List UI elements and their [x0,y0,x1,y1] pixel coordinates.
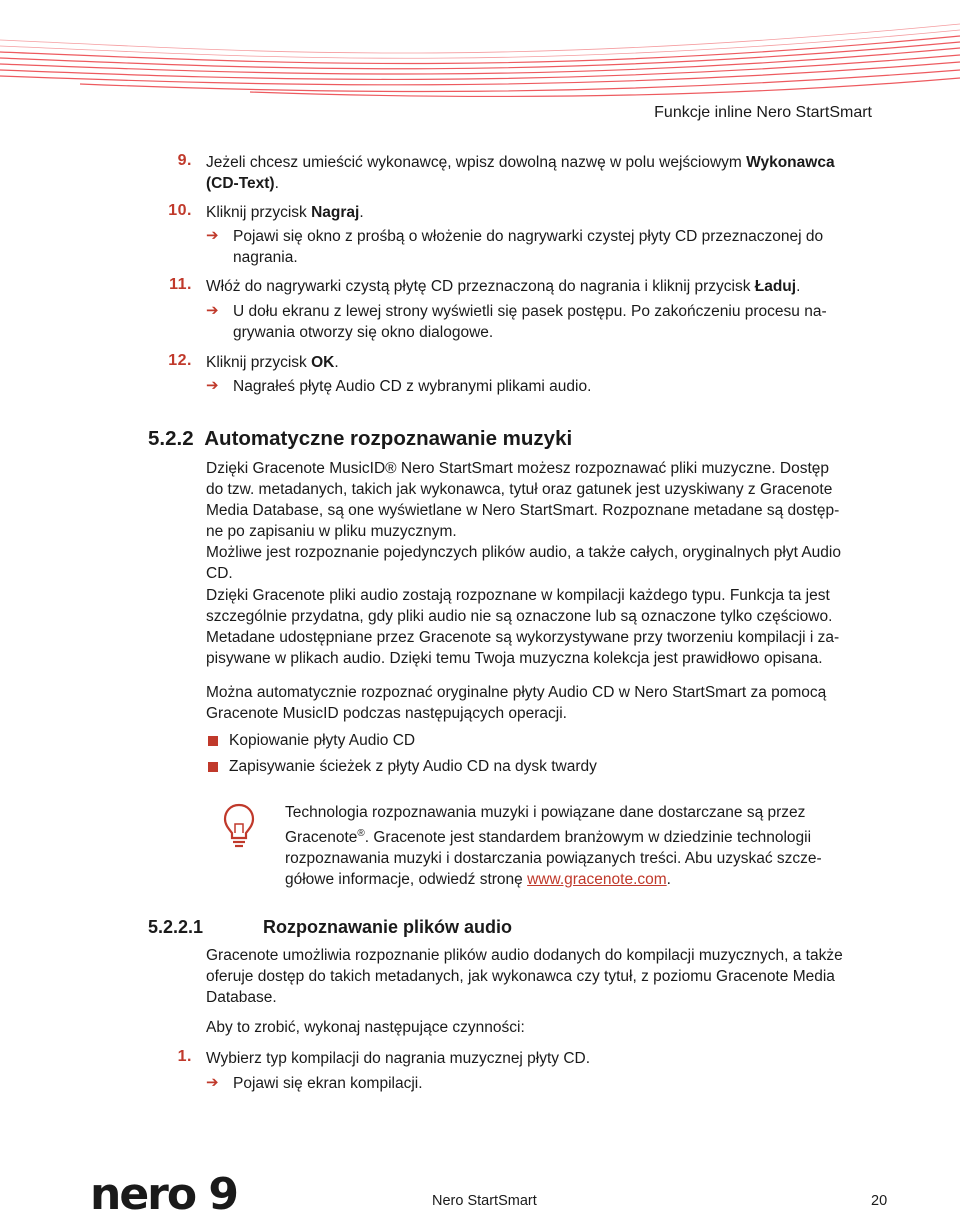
result-arrow-icon: ➔ [206,227,219,244]
step-result: U dołu ekranu z lewej strony wyświetli się pasek postępu. Po zakończeniu procesu na- grywania otworzy się okno dialogowe. [233,303,827,341]
tip-text: Technologia rozpoznawania muzyki i powiązane dane dostarczane są przez Gracenote®. Gracenote jest standardem branżowym w dziedzinie technologii rozpoznawania muzyki i dostarczania powiązanych treści. Abu uzyskać szcze- gółowe informacje, odwiedź stronę www.gracenote.com. [285,804,822,889]
subsection-number: 5.2.2.1 [148,917,204,937]
header-wave-decoration [0,0,960,110]
step-text: Kliknij przycisk Nagraj. [206,204,364,221]
bullet-item: Kopiowanie płyty Audio CD [229,732,416,749]
subsection-title: Rozpoznawanie plików audio [263,917,513,937]
subsection-heading [148,917,513,938]
step-number: 1. [177,1048,192,1065]
bullet-item: Zapisywanie ścieżek z płyty Audio CD na dysk twardy [229,758,597,775]
step-text: Jeżeli chcesz umieścić wykonawcę, wpisz dowolną nazwę w polu wejściowym Wykonawca (CD-Text). [206,154,835,192]
nero-logo: nero 9 [90,1169,238,1220]
subsection-paragraph: Gracenote umożliwia rozpoznanie plików audio dodanych do kompilacji muzycznych, a także oferuje dostęp do takich metadanych, jak wykonawca czy tytuł, z poziomu Gracenote Media Database. [206,947,843,1006]
result-arrow-icon: ➔ [206,302,219,319]
gracenote-link[interactable]: www.gracenote.com [527,871,667,889]
step-number: 12. [168,352,192,369]
footer-product: Nero StartSmart [432,1193,537,1209]
running-header-title: Funkcje inline Nero StartSmart [654,104,872,121]
step-result: Pojawi się okno z prośbą o włożenie do nagrywarki czystej płyty CD przeznaczonej do nagrania. [233,228,824,266]
step-text: Wybierz typ kompilacji do nagrania muzycznej płyty CD. [206,1050,591,1067]
bullet-square-icon [208,762,218,772]
section-paragraph: Dzięki Gracenote MusicID® Nero StartSmart możesz rozpoznawać pliki muzyczne. Dostęp do tzw. metadanych, takich jak wykonawca, tytuł oraz gatunek jest uzyskiwany z Gracenote Media Database, są one wyświetlane w Nero StartSmart. Rozpoznane metadane są dostęp- ne po zapisaniu w pliku muzycznym. Możliwe jest rozpoznanie pojedynczych plików audio, a także całych, oryginalnych płyt Audio CD. [206,460,841,582]
step-text: Włóż do nagrywarki czystą płytę CD przeznaczoną do nagrania i kliknij przycisk Ładuj. [206,278,801,295]
section-heading [148,427,572,451]
step-text: Kliknij przycisk OK. [206,354,339,371]
footer-page-number: 20 [871,1193,888,1209]
section-number: 5.2.2 [148,427,194,450]
section-title: Automatyczne rozpoznawanie muzyki [204,427,573,450]
result-arrow-icon: ➔ [206,377,219,394]
step-result: Pojawi się ekran kompilacji. [233,1075,423,1092]
step-number: 11. [169,276,192,293]
subsection-paragraph: Aby to zrobić, wykonaj następujące czynności: [206,1019,525,1036]
lightbulb-icon [222,802,256,848]
section-paragraph: Można automatycznie rozpoznać oryginalne płyty Audio CD w Nero StartSmart za pomocą Gracenote MusicID podczas następujących operacji. [206,684,827,722]
step-number: 10. [168,202,192,219]
result-arrow-icon: ➔ [206,1074,219,1091]
step-result: Nagrałeś płytę Audio CD z wybranymi plikami audio. [233,378,592,395]
step-number: 9. [177,152,192,169]
bullet-square-icon [208,736,218,746]
section-paragraph: Dzięki Gracenote pliki audio zostają rozpoznane w kompilacji każdego typu. Funkcja ta jest szczególnie przydatna, gdy pliki audio nie są oznaczone lub są oznaczone tylko częściowo. Metadane udostępniane przez Gracenote są wykorzystywane przy tworzeniu kompilacji i za- pisywane w plikach audio. Dzięki temu Twoja muzyczna kolekcja jest prawidłowo opisana. [206,587,840,667]
